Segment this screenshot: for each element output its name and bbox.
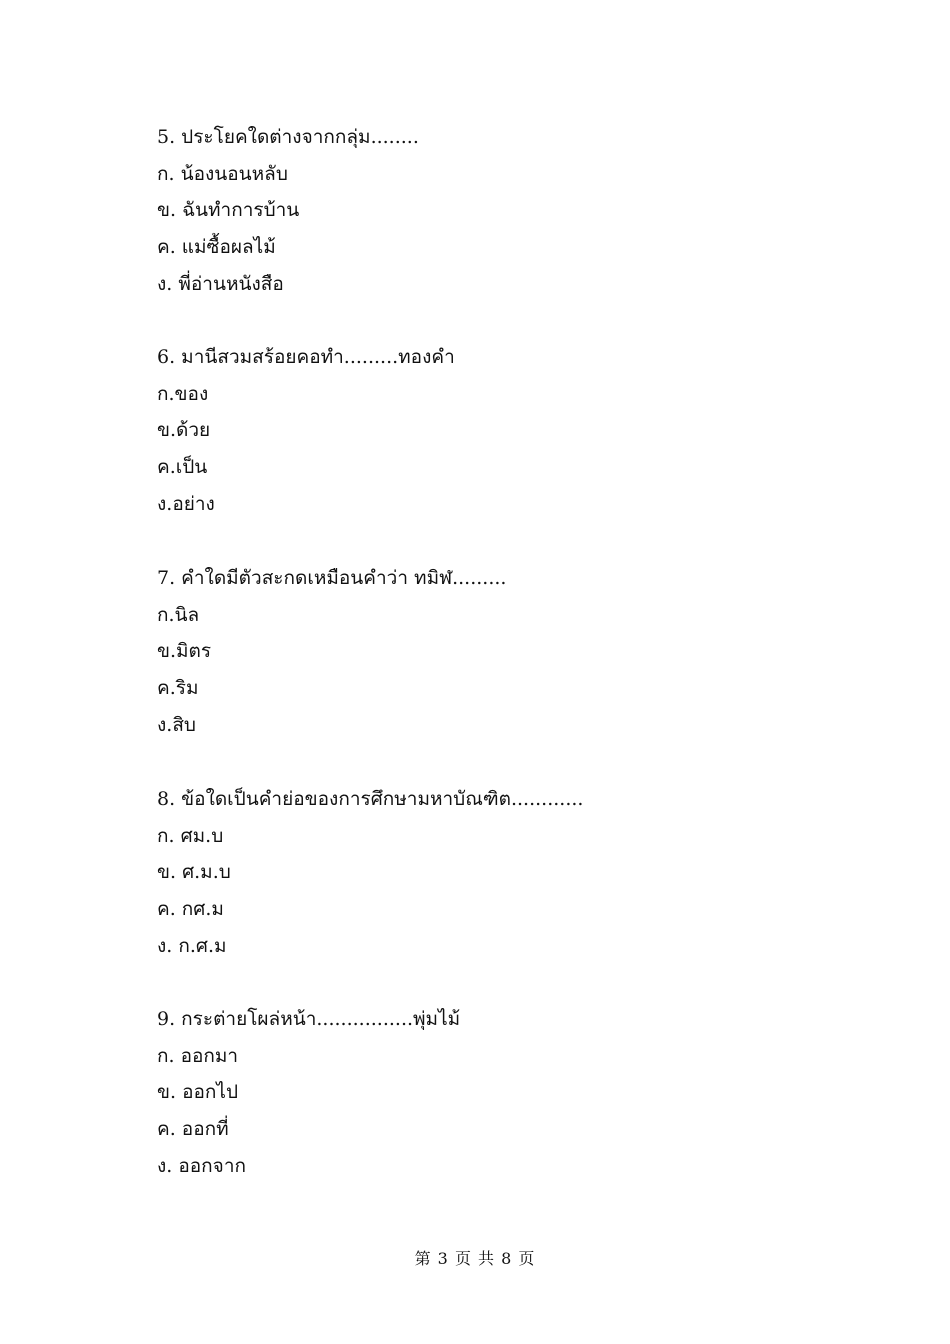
- option-a: ก.ของ: [157, 382, 209, 405]
- question-9: [157, 1004, 857, 1187]
- option-b: ข.ด้วย: [157, 419, 211, 442]
- option-a: ก. ออกมา: [157, 1044, 239, 1067]
- option-b: ข.มิตร: [157, 640, 212, 663]
- option-b: ข. ฉันทำการบ้าน: [157, 199, 300, 222]
- option-c: ค.ริม: [157, 677, 199, 700]
- option-c: ค. ออกที่: [157, 1118, 229, 1141]
- option-d: ง.อย่าง: [157, 492, 215, 515]
- option-d: ง. ออกจาก: [157, 1154, 246, 1177]
- question-text: 7. คำใดมีตัวสะกดเหมือนคำว่า ทมิฬ.........: [157, 567, 507, 589]
- question-7: [157, 563, 857, 746]
- option-d: ง.สิบ: [157, 713, 196, 736]
- page-number-footer: 第 3 页 共 8 页: [414, 1249, 536, 1268]
- question-text: 6. มานีสวมสร้อยคอทำ.........ทองคำ: [157, 346, 455, 368]
- option-a: ก. ศม.บ: [157, 824, 224, 847]
- option-d: ง. พี่อ่านหนังสือ: [157, 272, 284, 295]
- option-c: ค. แม่ซื้อผลไม้: [157, 236, 276, 259]
- option-d: ง. ก.ศ.ม: [157, 934, 227, 957]
- question-text: 9. กระต่ายโผล่หน้า................พุ่มไม้: [157, 1008, 461, 1030]
- question-8: [157, 784, 857, 967]
- question-text: 8. ข้อใดเป็นคำย่อของการศึกษามหาบัณฑิต............: [157, 788, 584, 810]
- option-a: ก. น้องนอนหลับ: [157, 162, 288, 185]
- option-c: ค. กศ.ม: [157, 898, 224, 921]
- question-text: 5. ประโยคใดต่างจากกลุ่ม........: [157, 126, 419, 148]
- option-b: ข. ศ.ม.บ: [157, 861, 231, 884]
- option-b: ข. ออกไป: [157, 1081, 239, 1104]
- question-5: [157, 122, 857, 305]
- option-c: ค.เป็น: [157, 456, 208, 479]
- option-a: ก.นิล: [157, 603, 200, 626]
- question-6: [157, 342, 857, 525]
